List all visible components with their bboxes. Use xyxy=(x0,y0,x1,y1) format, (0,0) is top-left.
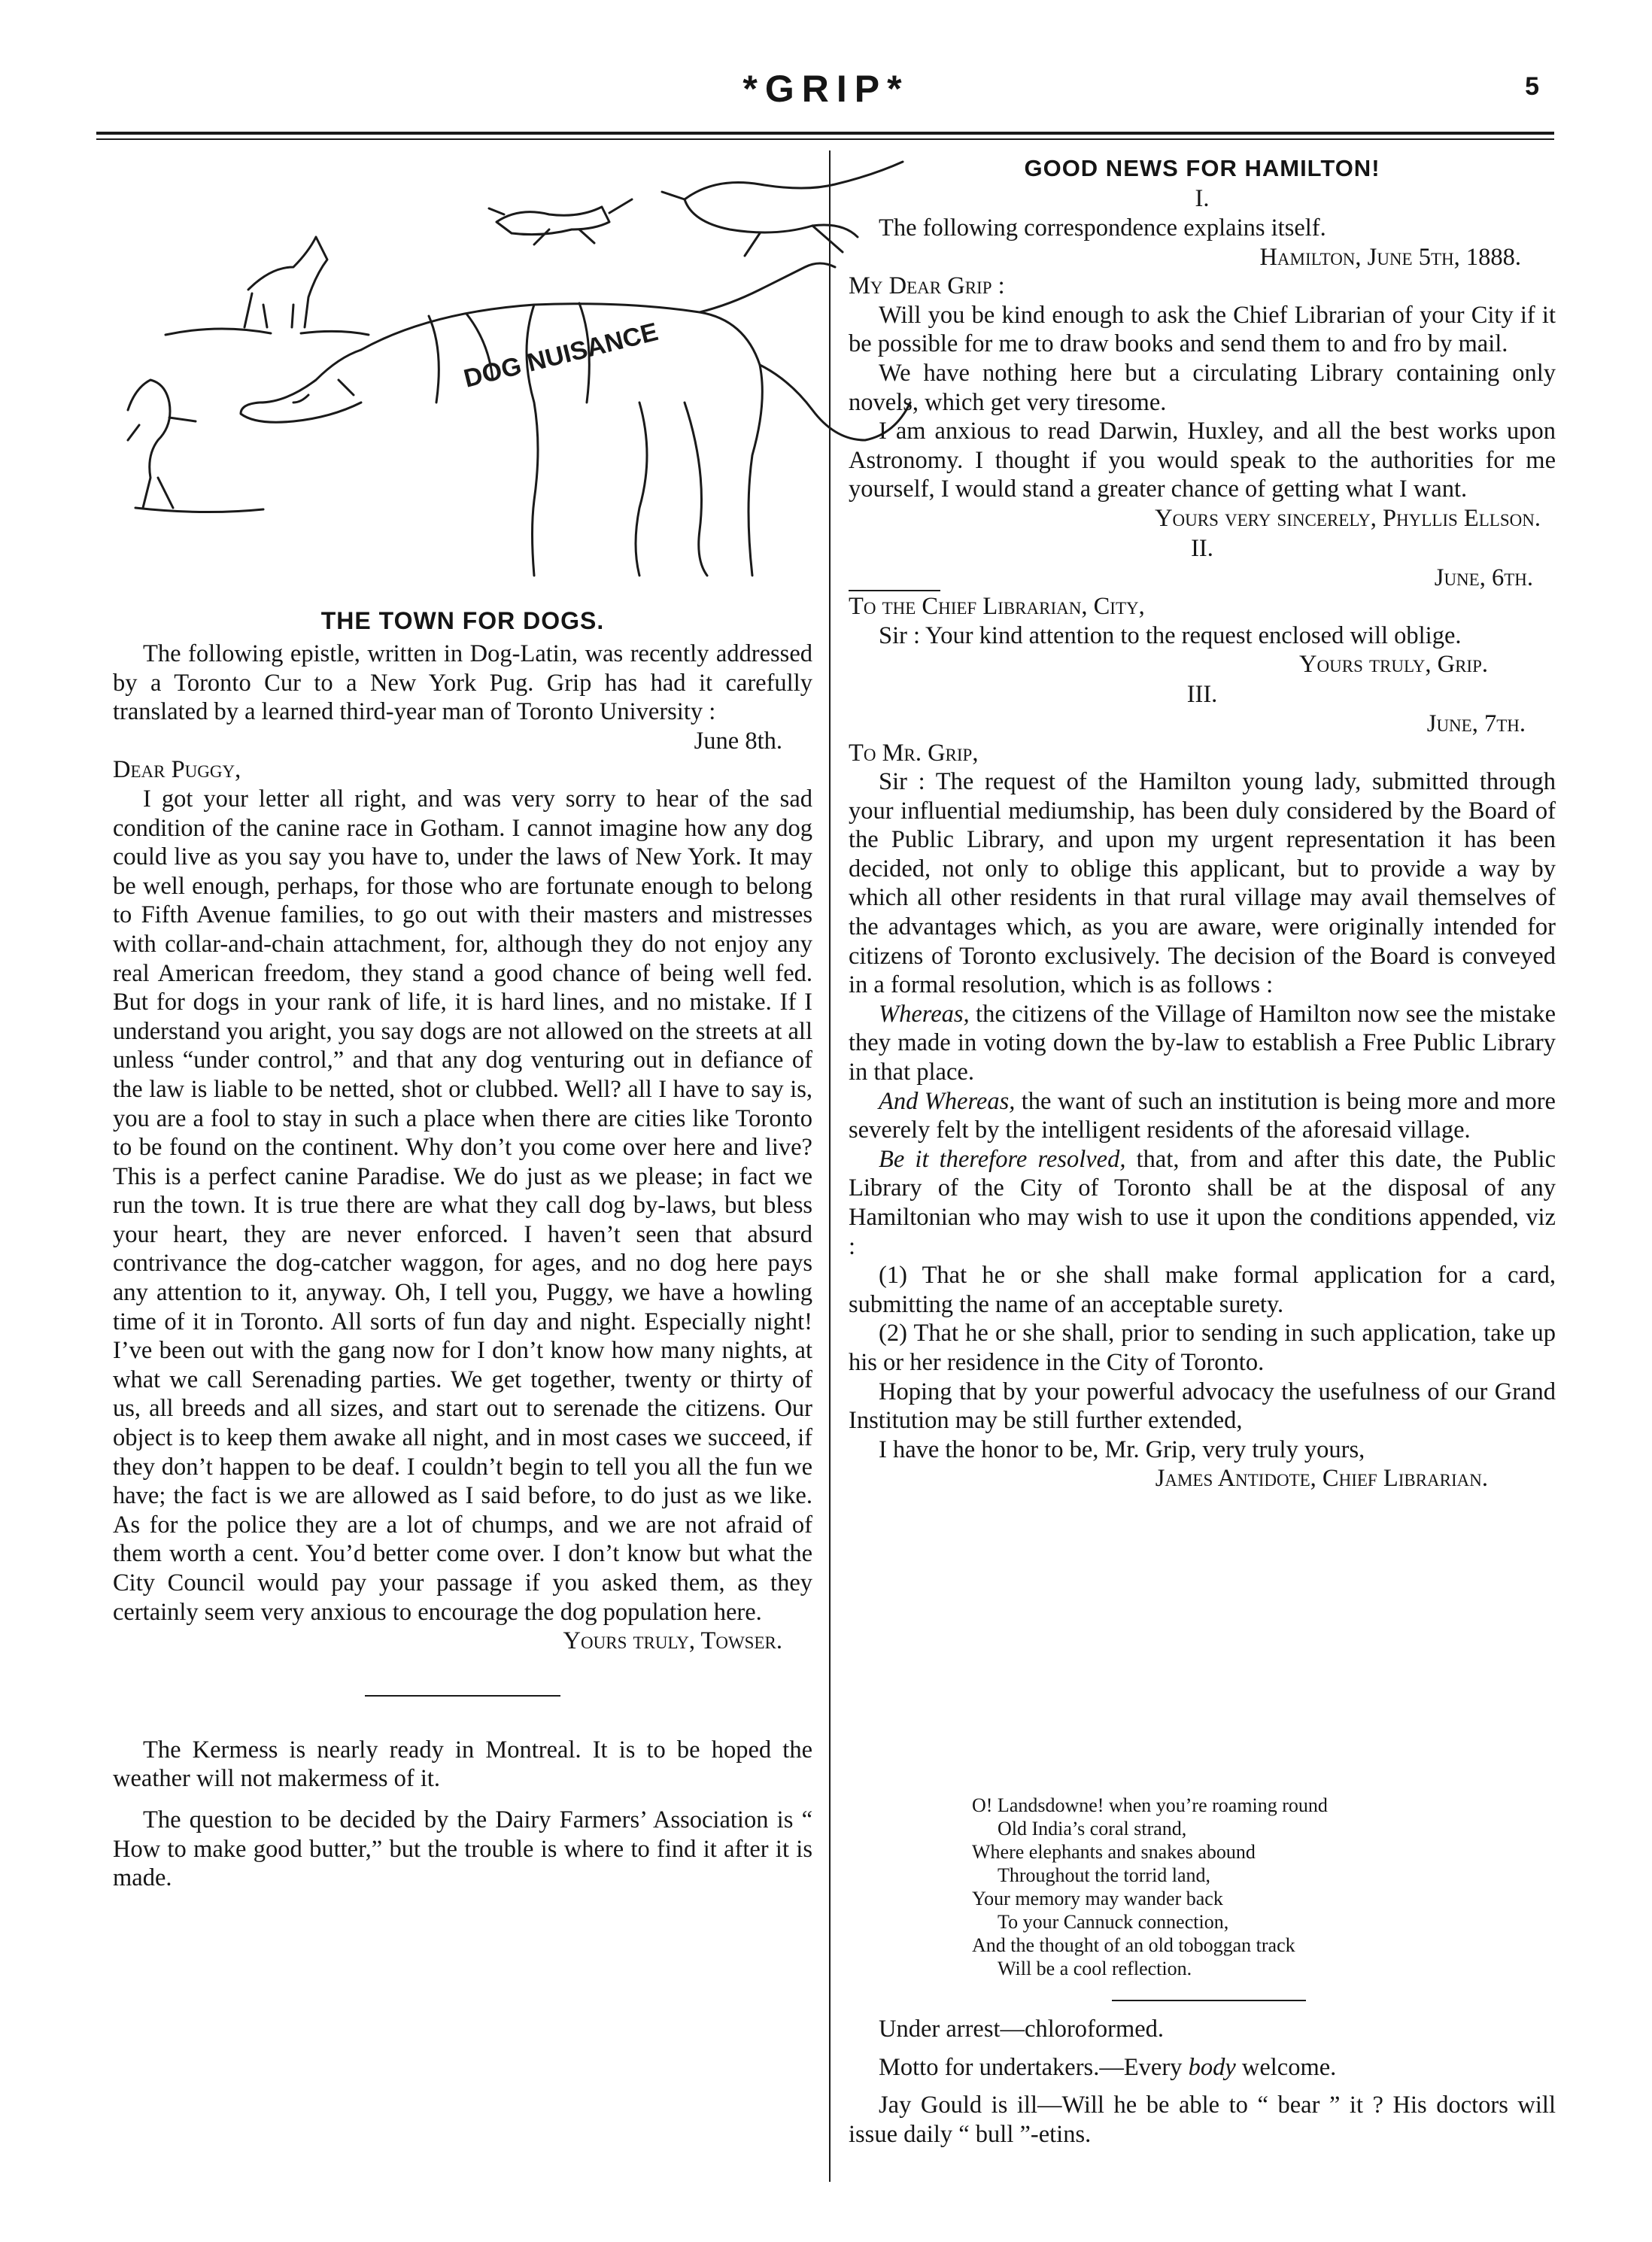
poem-line: Throughout the torrid land, xyxy=(998,1864,1211,1886)
dog-nuisance-label: DOG NUISANCE xyxy=(460,317,661,393)
quip-motto-lead: Motto for undertakers.—Every xyxy=(879,2053,1189,2081)
poem-line: Where elephants and snakes abound xyxy=(972,1841,1256,1863)
header-rule-bottom xyxy=(96,138,1554,140)
letter1-p2: We have nothing here but a circulating Library containing only novels, which get very tiresome. xyxy=(849,359,1556,416)
letter2-date: June, 6th. xyxy=(1434,564,1533,591)
masthead-title: *GRIP* xyxy=(742,68,910,110)
condition-2: (2) That he or she shall, prior to sending in such application, take up his or her residence in the City of Toronto. xyxy=(849,1320,1556,1376)
letter2-recipient: To the Chief Librarian, City, xyxy=(849,593,1145,621)
part-1-heading: I. xyxy=(1195,185,1210,212)
whereas-2 xyxy=(849,1087,1556,1145)
illustration-caption: THE TOWN FOR DOGS. xyxy=(320,607,605,634)
whereas-1-text: the citizens of the Village of Hamilton now see the mistake they made in voting down the by-law to establish a Free Public Library in that place. xyxy=(849,1000,1556,1086)
dogs-intro: The following epistle, written in Dog-Latin, was recently addressed by a Toronto Cur to a New York Pug. Grip has had it carefully translated by a learned third-year man of Toronto University : xyxy=(113,640,812,726)
poem-line: Will be a cool reflection. xyxy=(998,1958,1192,1979)
letter1-date: Hamilton, June 5th, 1888. xyxy=(1259,243,1521,271)
whereas-2-lead: And Whereas, xyxy=(879,1087,1016,1115)
letter2-closing: Yours truly, Grip. xyxy=(1299,651,1488,679)
letter2-body: Sir : Your kind attention to the request enclosed will oblige. xyxy=(879,621,1462,649)
letter-date: June 8th. xyxy=(694,727,782,755)
poem-line: Old India’s coral strand, xyxy=(998,1818,1187,1839)
whereas-1-lead: Whereas, xyxy=(879,1000,970,1028)
hoping-line: Hoping that by your powerful advocacy the usefulness of our Grand Institution may be still further extended, xyxy=(849,1378,1556,1435)
page-number: 5 xyxy=(1525,72,1539,101)
section-divider xyxy=(365,1695,560,1697)
poem-line: Your memory may wander back xyxy=(972,1888,1223,1909)
quip-motto xyxy=(849,2053,1556,2083)
dairy-item: The question to be decided by the Dairy Farmers’ Association is “ How to make good butter,” but the trouble is where to find it after it is made. xyxy=(113,1806,812,1892)
quip-motto-em: body xyxy=(1188,2053,1236,2081)
poem-line: And the thought of an old toboggan track xyxy=(972,1934,1295,1956)
poem-line: O! Landsdowne! when you’re roaming round xyxy=(972,1794,1328,1816)
quip-motto-tail: welcome. xyxy=(1235,2053,1337,2081)
left-column xyxy=(113,605,812,1893)
part-3-heading: III. xyxy=(1186,680,1218,708)
poem-divider xyxy=(1112,2000,1306,2001)
resolution-lead: Be it therefore resolved, xyxy=(879,1145,1126,1173)
explains-line: The following correspondence explains itself. xyxy=(879,214,1326,242)
letter1-p3: I am anxious to read Darwin, Huxley, and all the best works upon Astronomy. I thought if you would speak to the authorities for me yourself, I would stand a greater chance of getting what I want. xyxy=(849,418,1556,503)
honor-line: I have the honor to be, Mr. Grip, very truly yours, xyxy=(879,1435,1365,1463)
part-2-heading: II. xyxy=(1191,534,1213,562)
poem-line: To your Cannuck connection, xyxy=(998,1911,1229,1933)
quip-arrest: Under arrest—chloroformed. xyxy=(879,2016,1165,2043)
resolution-text: that, from and after this date, the Public Library of the City of Toronto shall be at the disposal of any Hamiltonian who may wish to use it upon the conditions appended, viz : xyxy=(849,1145,1556,1260)
right-column xyxy=(849,153,1556,1493)
kermess-item: The Kermess is nearly ready in Montreal. It is to be hoped the weather will not makermess of it. xyxy=(113,1736,812,1793)
header-rule-top xyxy=(96,132,1554,135)
letter-body: I got your letter all right, and was very sorry to hear of the sad condition of the canine race in Gotham. I cannot imagine how any dog could live as you say you have to, under the laws of New York. It may be well enough, perhaps, for those who are fortunate enough to belong to Fifth Avenue families, to go out with their masters and mistresses with collar-and-chain attachment, for, although they do not enjoy any real American freedom, they stand a good chance of being well fed. But for dogs in your rank of life, it is hard lines, and no mistake. If I understand you aright, you say dogs are not allowed on the streets at all unless “under control,” and that any dog venturing out in defiance of the law is liable to be netted, shot or clubbed. Well? all I have to say is, you are a fool to stay in such a place when there are cities like Toronto to be found on the continent. Why don’t you come over here and live? This is a perfect canine Paradise. We do just as we please; in fact we run the town. It is true there are what they call dog by-laws, but bless your heart, they are never enforced. I haven’t seen that absurd contrivance the dog-catcher waggon, for ages, and no dog here pays any attention to it, anyway. Oh, I tell you, Puggy, we have a howling time of it in Toronto. All sorts of fun day and night. Especially night! I’ve been out with the gang now for I don’t know how many nights, at what we call Serenading parties. We get together, twenty or thirty of us, all breeds and all sizes, and start out to serenade the citizens. Our object is to keep them awake all night, and in most cases we succeed, if they don’t happen to be deaf. I couldn’t begin to tell you all the fun we have; the fact is we are allowed as I said before, to do just as we like. As for the police they are a lot of chumps, and we are not afraid of them worth a cent. You’d better come over. I don’t know but what the City Council would pay your passage if you asked them, as they certainly seem very anxious to encourage the dog population here. xyxy=(113,785,812,1626)
quip-gould: Jay Gould is ill—Will he be able to “ bear ” it ? His doctors will issue daily “ bull ”-etins. xyxy=(849,2092,1556,2148)
letter3-date: June, 7th. xyxy=(1426,709,1526,737)
article-title: GOOD NEWS FOR HAMILTON! xyxy=(1024,155,1380,181)
quips xyxy=(849,2015,1556,2149)
letter-closing: Yours truly, Towser. xyxy=(563,1627,782,1655)
landsdowne-poem xyxy=(972,1794,1514,1980)
dog-nuisance-illustration xyxy=(113,154,925,598)
resolution xyxy=(849,1145,1556,1261)
librarian-signature: James Antidote, Chief Librarian. xyxy=(1155,1465,1488,1493)
letter-salutation: Dear Puggy, xyxy=(113,756,241,784)
letter3-body: Sir : The request of the Hamilton young lady, submitted through your influential mediumship, has been duly considered by the Board of the Public Library, and upon my urgent representation it has been decided, not only to oblige this applicant, but to provide a way by which all other residents in that rural village may avail themselves of the advantages which, as you are aware, were originally intended for citizens of Toronto exclusively. The decision of the Board is conveyed in a formal resolution, which is as follows : xyxy=(849,768,1556,999)
letter1-closing: Yours very sincerely, Phyllis Ellson. xyxy=(1155,504,1541,532)
letter1-salutation: My Dear Grip : xyxy=(849,272,1005,300)
whereas-1 xyxy=(849,1000,1556,1087)
letter1-p1: Will you be kind enough to ask the Chief Librarian of your City if it be possible for me to draw books and send them to and fro by mail. xyxy=(849,301,1556,358)
condition-1: (1) That he or she shall make formal application for a card, submitting the name of an acceptable surety. xyxy=(849,1262,1556,1318)
whereas-2-text: the want of such an institution is being more and more severely felt by the intelligent residents of the aforesaid village. xyxy=(849,1087,1556,1144)
letter3-recipient: To Mr. Grip, xyxy=(849,739,979,767)
